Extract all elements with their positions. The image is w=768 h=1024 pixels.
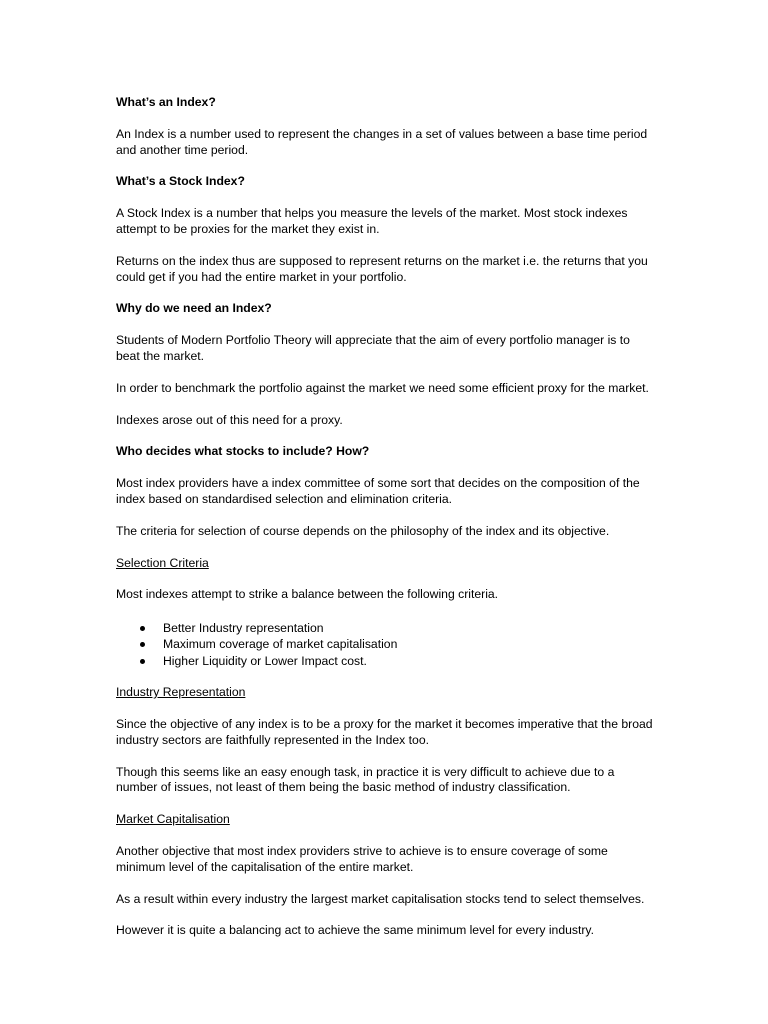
paragraph-industry-classification: Though this seems like an easy enough task, in practice it is very difficult to achieve due to a number of issues, not least of them being the basic method of industry classification. — [116, 764, 615, 795]
paragraph-largest-stocks: As a result within every industry the largest market capitalisation stocks tend to select themselves. — [116, 891, 645, 906]
subheading-market-capitalisation: Market Capitalisation — [116, 812, 230, 827]
paragraph-indexes-arose: Indexes arose out of this need for a proxy. — [116, 412, 343, 427]
list-item — [116, 636, 656, 653]
paragraph-balancing-act: However it is quite a balancing act to achieve the same minimum level for every industry. — [116, 923, 595, 938]
list-item-label: Higher Liquidity or Lower Impact cost. — [163, 653, 367, 668]
criteria-bullet-list — [116, 620, 656, 670]
bullet-icon — [140, 642, 145, 647]
list-item — [116, 620, 656, 637]
paragraph-stock-index-definition: A Stock Index is a number that helps you measure the levels of the market. Most stock indexes attempt to be proxies for the market they exist in. — [116, 206, 628, 236]
document-page — [116, 95, 656, 939]
paragraph-index-returns: Returns on the index thus are supposed to represent returns on the market i.e. the returns that you could get if you had the entire market in your portfolio. — [116, 253, 648, 284]
subheading-selection-criteria: Selection Criteria — [116, 555, 209, 570]
paragraph-criteria-philosophy: The criteria for selection of course depends on the philosophy of the index and its objective. — [116, 523, 610, 538]
bullet-icon — [140, 659, 145, 664]
paragraph-coverage-objective: Another objective that most index providers strive to achieve is to ensure coverage of some minimum level of the capitalisation of the entire market. — [116, 843, 608, 874]
heading-why-need-index: Why do we need an Index? — [116, 301, 272, 316]
heading-whats-a-stock-index: What’s a Stock Index? — [116, 174, 245, 189]
paragraph-index-definition: An Index is a number used to represent the changes in a set of values between a base time period and another time period. — [116, 126, 648, 157]
bullet-icon — [140, 626, 145, 631]
paragraph-industry-sectors: Since the objective of any index is to be a proxy for the market it becomes imperative that the broad industry sectors are faithfully represented in the Index too. — [116, 716, 653, 747]
paragraph-benchmark: In order to benchmark the portfolio against the market we need some efficient proxy for the market. — [116, 380, 649, 395]
heading-whats-an-index: What’s an Index? — [116, 95, 216, 109]
subheading-industry-representation: Industry Representation — [116, 685, 246, 700]
paragraph-balance-criteria: Most indexes attempt to strike a balance between the following criteria. — [116, 587, 499, 602]
list-item-label: Maximum coverage of market capitalisation — [163, 637, 398, 652]
list-item-label: Better Industry representation — [163, 620, 324, 635]
paragraph-modern-portfolio-theory: Students of Modern Portfolio Theory will appreciate that the aim of every portfolio manager is to beat the market. — [116, 333, 630, 363]
list-item — [116, 653, 656, 670]
paragraph-index-committee: Most index providers have a index committee of some sort that decides on the composition of the index based on standardised selection and elimination criteria. — [116, 476, 640, 506]
heading-who-decides: Who decides what stocks to include? How? — [116, 444, 370, 459]
